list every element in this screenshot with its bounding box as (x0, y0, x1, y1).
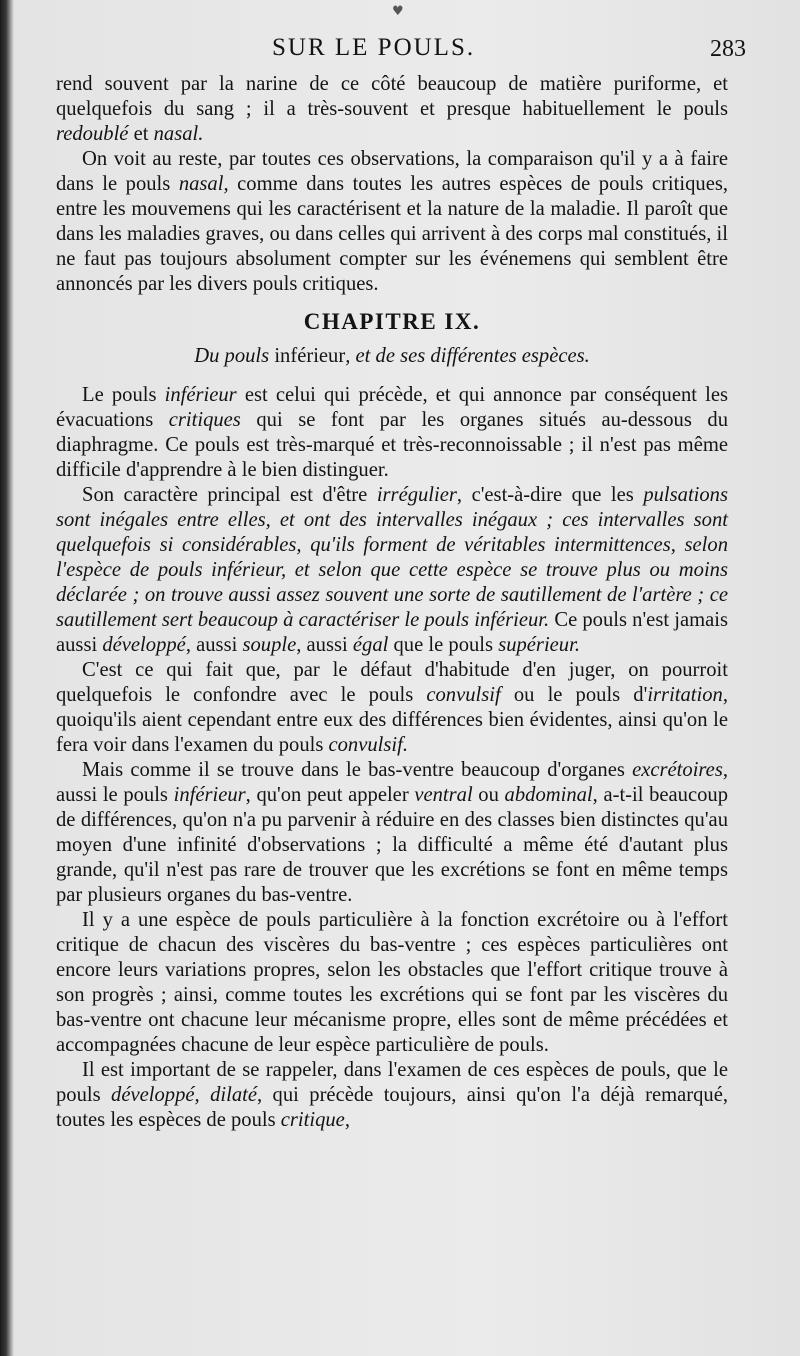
paragraph (56, 758, 728, 908)
italic-text: inférieur (173, 784, 246, 806)
text-run: Son caractère principal est d'être (82, 484, 377, 506)
italic-text: nasal, (178, 173, 229, 195)
italic-text: développé, dilaté (111, 1084, 257, 1106)
chapter-subtitle-part: , et de ses différentes espèces. (345, 345, 590, 367)
text-run: ou le pouls d' (500, 684, 648, 706)
text-run: , (344, 1109, 350, 1131)
paragraph (56, 383, 728, 483)
text-run: On voit au reste, par toutes ces observations, la comparaison qu'il y a à faire dans le pouls (56, 148, 728, 195)
paragraph (56, 1058, 728, 1133)
text-run: rend souvent par la narine de ce côté beaucoup de matière puriforme, et quelquefois du sang ; il a très-souvent et presque habituellement le pouls (56, 73, 728, 120)
text-run: C'est ce qui fait que, par le défaut d'habitude d'en juger, on pourroit quelquefois le confondre avec le pouls (56, 659, 728, 706)
pre-chapter-text (56, 72, 728, 297)
italic-text: excrétoires (632, 759, 723, 781)
italic-text: souple (242, 634, 297, 656)
chapter-body-text (56, 383, 728, 1133)
italic-text: nasal. (153, 123, 204, 145)
text-run: Le pouls (82, 384, 165, 406)
italic-text: irritation (647, 684, 723, 706)
text-run: Il y a une espèce de pouls particulière à la fonction excrétoire ou à l'effort critique de chacun des viscères du bas-ventre ; ces espèces particulières ont encore leurs variations propres, selon les obstacles que l'effort critique trouve à son progrès ; ainsi, comme toutes les excrétions qui se font par les viscères du bas-ventre ont chacune leur mécanisme propre, elles sont de même précédées et accompagnées chacune de leur espèce particulière de pouls. (56, 909, 728, 1056)
text-run: Mais comme il se trouve dans le bas-ventre beaucoup d'organes (82, 759, 633, 781)
paragraph (56, 72, 728, 147)
text-run: , qu'on peut appeler (245, 784, 415, 806)
paragraph (56, 147, 728, 297)
paragraph (56, 658, 728, 758)
text-run: est celui qui précède, et qui annonce par conséquent les évacuations (56, 384, 728, 431)
text-run: comme dans toutes les autres espèces de pouls critiques, entre les mouvemens qui les caractérisent et la nature de la maladie. Il paroît que dans les maladies graves, ou dans celles qui arrivent à des corps mal constitués, il ne faut pas toujours absolument compter sur les événemens qui semblent être annoncés par les divers pouls critiques. (56, 173, 728, 295)
text-run: , aussi le pouls (56, 759, 728, 806)
text-run: et (128, 123, 154, 145)
italic-text: redoublé (56, 123, 129, 145)
text-run: que le pouls (388, 634, 499, 656)
chapter-subtitle (56, 344, 728, 369)
paragraph (56, 908, 728, 1058)
chapter-subtitle-part: Du pouls (194, 345, 270, 367)
text-run: , c'est-à-dire que les (456, 484, 644, 506)
italic-text: abdominal (504, 784, 593, 806)
text-run: Il est important de se rappeler, dans l'examen de ces espèces de pouls, que le pouls (56, 1059, 728, 1106)
italic-text: critiques (168, 409, 241, 431)
italic-text: critique (280, 1109, 345, 1131)
text-run: ou (472, 784, 505, 806)
italic-text: égal (352, 634, 389, 656)
body-text (56, 72, 728, 1133)
italic-text: pulsations sont inégales entre elles, et ont des intervalles inégaux ; ces intervalles sont quelquefois si considérables, qu'ils forment de véritables intermittences, selon l'espèce de pouls inférieur, et selon que cette espèce se trouve plus ou moins déclarée ; on trouve aussi assez souvent une sorte de sautillement de l'artère ; ce sautillement sert beaucoup à caractériser le pouls inférieur. (56, 484, 728, 631)
ornament-icon: ♥ (392, 4, 404, 19)
text-run: , aussi (296, 634, 353, 656)
chapter-subtitle-roman: inférieur (269, 345, 346, 367)
chapter-title: CHAPITRE IX. (303, 309, 481, 334)
italic-text: convulsif. (328, 734, 408, 756)
running-title: SUR LE POULS. (272, 34, 476, 61)
text-run: , qui précède toujours, ainsi qu'on l'a déjà remarqué, toutes les espèces de pouls (56, 1084, 728, 1131)
italic-text: irrégulier (376, 484, 457, 506)
text-run: , quoiqu'ils aient cependant entre eux des différences bien évidentes, ainsi qu'on le fera voir dans l'examen du pouls (56, 684, 728, 756)
italic-text: convulsif (426, 684, 501, 706)
running-head (0, 34, 800, 74)
italic-text: supérieur. (498, 634, 580, 656)
text-run: Ce pouls n'est jamais aussi (56, 609, 728, 656)
italic-text: développé (102, 634, 186, 656)
text-run: , aussi (185, 634, 243, 656)
text-run: qui se font par les organes situés au-dessous du diaphragme. Ce pouls est très-marqué et très-reconnoissable ; il n'est pas même difficile d'apprendre à le bien distinguer. (56, 409, 728, 481)
text-run: , a-t-il beaucoup de différences, qu'on n'a pu parvenir à réduire en des classes bien distinctes qu'au moyen d'une infinité d'observations ; la difficulté a même été d'autant plus grande, qu'il n'est pas rare de trouver que les excrétions se font en même temps par plusieurs organes du bas-ventre. (56, 784, 729, 906)
italic-text: inférieur (164, 384, 237, 406)
italic-text: ventral (414, 784, 473, 806)
page-number: 283 (710, 36, 746, 62)
paragraph (56, 483, 728, 658)
